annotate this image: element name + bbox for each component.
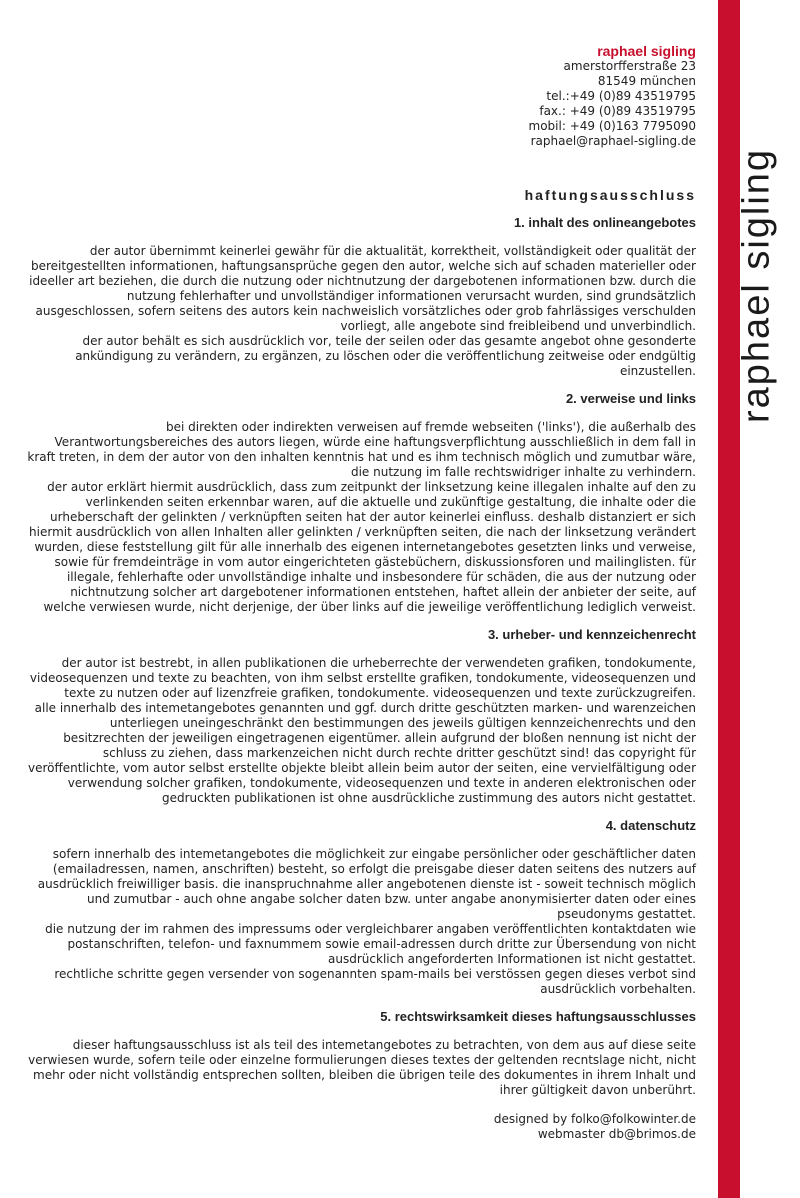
section-2-paragraph-1: bei direkten oder indirekten verweisen auf fremde webseiten ('links'), die außerhalb des Verantwortungsbereiches des autors liegen, würde eine haftungsverpflichtung ausschließlich in dem fall in kraft treten, in dem der autor von den inhalten kenntnis hat und es ihm technisch möglich und zumutbar wäre, die nutzung im falle rechtswidriger inhalte zu verhindern. bbox=[27, 420, 696, 479]
designer-credit-link[interactable]: designed by folko@folkowinter.de bbox=[493, 1112, 696, 1126]
section-4-heading: 4. datenschutz bbox=[605, 818, 696, 833]
section-3-paragraph-2: alle innerhalb des intemetangebotes genannten und ggf. durch dritte geschützten marken- und warenzeichen unterliegen uneingeschränkt den bestimmungen des jeweils gültigen kennzeichenrechts und den besitzrechten der jeweiligen eingetragenen eigentümer. allein aufgrund der bloßen nennung ist nicht der schluss zu ziehen, dass markenzeichen nicht durch rechte dritter geschützt sind! das copyright für veröffentlichte, vom autor selbst erstellte objekte bleibt allein beim autor der seiten, eine vervielfältigung oder verwendung solcher grafiken, tondokumente, videosequenzen und texte in anderen elektronischen oder gedruckten publikationen ist ohne ausdrückliche zustimmung des autors nicht gestattet. bbox=[27, 701, 696, 805]
contact-fax: fax.: +49 (0)89 43519795 bbox=[539, 104, 696, 118]
section-3-heading: 3. urheber- und kennzeichenrecht bbox=[487, 627, 696, 642]
section-4-paragraph-2: die nutzung der im rahmen des impressums oder vergleichbarer angaben veröffentlichten kontaktdaten wie postanschriften, telefon- und faxnummem sowie email-adressen durch dritte zur Übersendung von nicht ausdrücklich angeforderten Informationen ist nicht gestattet. bbox=[45, 922, 696, 966]
contact-name: raphael sigling bbox=[597, 43, 696, 59]
contact-street: amerstorfferstraße 23 bbox=[563, 59, 696, 73]
section-1-paragraph-1: der autor übernimmt keinerlei gewähr für die aktualität, korrektheit, vollständigkeit oder qualität der bereitgestellten informationen, haftungsansprüche gegen den autor, welche sich auf schaden materieller oder ideeller art beziehen, die durch die nutzung oder nichtnutzung der dargebotenen informationen bzw. durch die nutzung fehlerhafter und unvollständiger informationen verursacht wurden, sind grundsätzlich ausgeschlossen, sofern seitens des autors kein nachweislich vorsätzliches oder grob fahrlässiges verschulden vorliegt, alle angebote sind freibleibend und unverbindlich. bbox=[29, 244, 696, 333]
page-title: haftungsausschluss bbox=[524, 187, 696, 203]
section-4-paragraph-1: sofern innerhalb des intemetangebotes die möglichkeit zur eingabe persönlicher oder geschäftlicher daten (emailadressen, namen, anschriften) besteht, so erfolgt die preisgabe dieser daten seitens des nutzers auf ausdrücklich freiwilliger basis. die inanspruchnahme aller angebotenen dienste ist - soweit technisch möglich und zumutbar - auch ohne angabe solcher daten bzw. unter angabe anonymisierter daten oder eines pseudonyms gestattet. bbox=[37, 847, 696, 921]
main-content bbox=[26, 43, 696, 1142]
contact-block bbox=[26, 43, 696, 149]
section-1-heading: 1. inhalt des onlineangebotes bbox=[513, 215, 696, 230]
section-2-heading: 2. verweise und links bbox=[565, 391, 696, 406]
webmaster-credit-link[interactable]: webmaster db@brimos.de bbox=[537, 1127, 696, 1141]
section-2-paragraph-2: der autor erklärt hiermit ausdrücklich, dass zum zeitpunkt der linksetzung keine illegalen inhalte auf den zu verlinkenden seiten erkennbar waren, auf die aktuelle und zukünftige gestaltung, die inhalte oder die urheberschaft der gelinkten / verknüpften seiten hat der autor keinerlei einfluss. deshalb distanziert er sich hiermit ausdrücklich von allen Inhalten aller gelinkten / verknüpften seiten, die nach der linksetzung verändert wurden, diese feststellung gilt für alle innerhalb des eigenen internetangebotes gesetzten links und verweise, sowie für fremdeinträge in vom autor eingerichteten gästebüchern, diskussionsforen und mailinglisten. für illegale, fehlerhafte oder unvollständige inhalte und insbesondere für schäden, die aus der nutzung oder nichtnutzung solcher art dargebotener informationen entstehen, haftet allein der anbieter der seite, auf welche verwiesen wurde, nicht derjenige, der über links auf die jeweilige veröffentlichung lediglich verweist. bbox=[29, 480, 696, 614]
section-4-paragraph-3: rechtliche schritte gegen versender von sogenannten spam-mails bei verstössen gegen dieses verbot sind ausdrücklich vorbehalten. bbox=[54, 967, 696, 996]
contact-city: 81549 münchen bbox=[597, 74, 696, 88]
section-3-paragraph-1: der autor ist bestrebt, in allen publikationen die urheberrechte der verwendeten grafiken, tondokumente, videosequenzen und texte zu beachten, von ihm selbst erstellte grafiken, tondokumente, videosequenzen und texte zu nutzen oder auf lizenzfreie grafiken, tondokumente. videosequenzen und texte zurückzugreifen. bbox=[29, 656, 696, 700]
contact-email-link[interactable]: raphael@raphael-sigling.de bbox=[530, 134, 696, 148]
vertical-brand-name: raphael sigling bbox=[735, 147, 778, 423]
credits-block bbox=[26, 1112, 696, 1142]
contact-tel: tel.:+49 (0)89 43519795 bbox=[546, 89, 696, 103]
section-5-paragraph-1: dieser haftungsausschluss ist als teil des intemetangebotes zu betrachten, von dem aus auf diese seite verwiesen wurde, sofern teile oder einzelne formulierungen dieses textes der geltenden recntslage nicht, nicht mehr oder nicht vollständig entsprechen sollten, bleiben die übrigen teile des dokumentes in ihrem Inhalt und ihrer gültigkeit davon unberührt. bbox=[28, 1038, 696, 1097]
section-1-paragraph-2: der autor behält es sich ausdrücklich vor, teile der seilen oder das gesamte angebot ohne gesonderte ankündigung zu verändern, zu ergänzen, zu löschen oder die veröffentlichung zeitweise oder endgültig einzustellen. bbox=[75, 334, 696, 378]
section-5-heading: 5. rechtswirksamkeit dieses haftungsausschlusses bbox=[380, 1009, 696, 1024]
contact-mobile: mobil: +49 (0)163 7795090 bbox=[528, 119, 696, 133]
